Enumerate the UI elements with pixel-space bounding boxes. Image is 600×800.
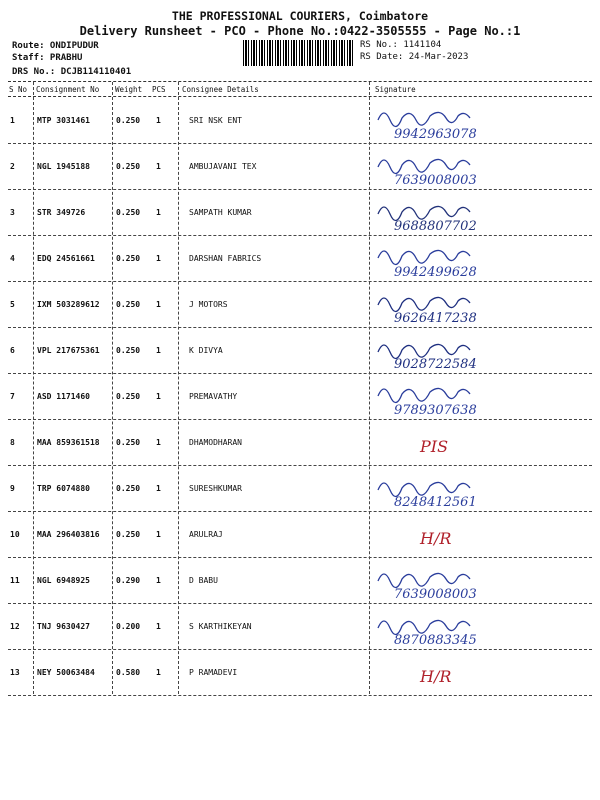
- signature-text: 7639008003: [394, 173, 477, 188]
- signature-text: 9688807702: [394, 219, 477, 234]
- handwritten-signature: [372, 514, 588, 558]
- pieces-cell: 1: [156, 668, 161, 677]
- table-row: [0, 144, 600, 190]
- signature-cell: [372, 238, 588, 282]
- weight-cell: 0.250: [116, 530, 141, 539]
- weight-cell: 0.250: [116, 254, 141, 263]
- serial-number-cell: 2: [10, 162, 15, 171]
- consignment-number-cell: NEY 50063484: [37, 668, 95, 677]
- pieces-cell: 1: [156, 576, 161, 585]
- serial-number-cell: 3: [10, 208, 15, 217]
- pieces-cell: 1: [156, 530, 161, 539]
- table-row: [0, 650, 600, 696]
- table-row: [0, 190, 600, 236]
- col-header-consignee: Consignee Details: [182, 85, 259, 94]
- pieces-cell: 1: [156, 392, 161, 401]
- signature-text: 8248412561: [394, 495, 477, 510]
- consignee-cell: PREMAVATHY: [189, 392, 238, 401]
- consignment-number-cell: IXM 503289612: [37, 300, 100, 309]
- serial-number-cell: 8: [10, 438, 15, 447]
- signature-scribble: [378, 388, 470, 402]
- signature-scribble: [378, 573, 470, 587]
- consignee-cell: D BABU: [189, 576, 218, 585]
- serial-number-cell: 11: [10, 576, 20, 585]
- table-row: [0, 512, 600, 558]
- pieces-cell: 1: [156, 622, 161, 631]
- table-row: [0, 604, 600, 650]
- consignee-cell: SAMPATH KUMAR: [189, 208, 252, 217]
- pieces-cell: 1: [156, 438, 161, 447]
- signature-text: 7639008003: [394, 587, 477, 602]
- signature-text: 9942963078: [394, 127, 477, 142]
- table-row: [0, 374, 600, 420]
- handwritten-signature: [372, 376, 588, 420]
- signature-cell: [372, 422, 588, 466]
- signature-scribble: [378, 297, 470, 311]
- weight-cell: 0.250: [116, 392, 141, 401]
- header-top-line: [8, 81, 592, 82]
- drs-number: DRS No.: DCJB114110401: [12, 67, 132, 77]
- pieces-cell: 1: [156, 116, 161, 125]
- consignee-cell: ARULRAJ: [189, 530, 223, 539]
- signature-cell: [372, 468, 588, 512]
- consignee-cell: K DIVYA: [189, 346, 223, 355]
- pieces-cell: 1: [156, 254, 161, 263]
- signature-cell: [372, 330, 588, 374]
- consignment-number-cell: STR 349726: [37, 208, 86, 217]
- consignee-cell: AMBUJAVANI TEX: [189, 162, 257, 171]
- weight-cell: 0.250: [116, 208, 141, 217]
- weight-cell: 0.250: [116, 162, 141, 171]
- handwritten-signature: [372, 146, 588, 190]
- signature-text: H/R: [420, 667, 452, 686]
- signature-text: H/R: [420, 529, 452, 548]
- table-row: [0, 558, 600, 604]
- signature-scribble: [378, 250, 470, 264]
- signature-text: 9789307638: [394, 403, 477, 418]
- signature-cell: [372, 606, 588, 650]
- signature-text: 8870883345: [394, 633, 477, 648]
- table-row: [0, 282, 600, 328]
- signature-cell: [372, 146, 588, 190]
- pieces-cell: 1: [156, 346, 161, 355]
- consignment-number-cell: MAA 296403816: [37, 530, 100, 539]
- consignee-cell: DARSHAN FABRICS: [189, 254, 262, 263]
- consignment-number-cell: MTP 3031461: [37, 116, 90, 125]
- table-row: [0, 236, 600, 282]
- handwritten-signature: [372, 284, 588, 328]
- header-bottom-line: [8, 96, 592, 97]
- consignment-number-cell: MAA 859361518: [37, 438, 100, 447]
- weight-cell: 0.580: [116, 668, 141, 677]
- signature-cell: [372, 100, 588, 144]
- serial-number-cell: 7: [10, 392, 15, 401]
- table-row: [0, 328, 600, 374]
- col-header-weight: Weight: [115, 85, 143, 94]
- rs-date: RS Date: 24-Mar-2023: [360, 52, 469, 62]
- consignee-cell: S KARTHIKEYAN: [189, 622, 252, 631]
- consignment-number-cell: TNJ 9630427: [37, 622, 90, 631]
- staff-label: Staff: PRABHU: [12, 53, 83, 63]
- weight-cell: 0.250: [116, 484, 141, 493]
- serial-number-cell: 12: [10, 622, 20, 631]
- consignment-number-cell: NGL 1945188: [37, 162, 90, 171]
- col-header-consignment: Consignment No: [36, 85, 100, 94]
- handwritten-signature: [372, 606, 588, 650]
- handwritten-signature: [372, 560, 588, 604]
- signature-text: 9028722584: [394, 357, 477, 372]
- serial-number-cell: 6: [10, 346, 15, 355]
- consignee-cell: P RAMADEVI: [189, 668, 238, 677]
- col-header-signature: Signature: [375, 85, 416, 94]
- table-row: [0, 466, 600, 512]
- signature-text: 9942499628: [394, 265, 477, 280]
- col-header-sno: S No: [9, 85, 28, 94]
- consignment-number-cell: ASD 1171460: [37, 392, 90, 401]
- rs-number: RS No.: 1141104: [360, 40, 442, 50]
- handwritten-signature: [372, 238, 588, 282]
- consignee-cell: SURESHKUMAR: [189, 484, 242, 493]
- weight-cell: 0.250: [116, 438, 141, 447]
- serial-number-cell: 1: [10, 116, 15, 125]
- table-row: [0, 420, 600, 466]
- company-title: THE PROFESSIONAL COURIERS, Coimbatore: [171, 9, 429, 23]
- signature-cell: [372, 284, 588, 328]
- handwritten-signature: [372, 468, 588, 512]
- signature-scribble: [378, 159, 470, 173]
- weight-cell: 0.250: [116, 300, 141, 309]
- handwritten-signature: [372, 192, 588, 236]
- signature-cell: [372, 652, 588, 696]
- signature-cell: [372, 376, 588, 420]
- weight-cell: 0.200: [116, 622, 141, 631]
- weight-cell: 0.250: [116, 116, 141, 125]
- signature-text: PIS: [420, 437, 449, 456]
- table-row: [0, 98, 600, 144]
- barcode: [243, 40, 355, 66]
- pieces-cell: 1: [156, 300, 161, 309]
- serial-number-cell: 5: [10, 300, 15, 309]
- pieces-cell: 1: [156, 484, 161, 493]
- signature-cell: [372, 514, 588, 558]
- serial-number-cell: 13: [10, 668, 20, 677]
- col-header-pcs: PCS: [152, 85, 166, 94]
- weight-cell: 0.250: [116, 346, 141, 355]
- weight-cell: 0.290: [116, 576, 141, 585]
- consignment-number-cell: EDQ 24561661: [37, 254, 95, 263]
- consignee-cell: J MOTORS: [189, 300, 228, 309]
- handwritten-signature: [372, 422, 588, 466]
- signature-scribble: [378, 112, 470, 126]
- signature-cell: [372, 560, 588, 604]
- pieces-cell: 1: [156, 162, 161, 171]
- handwritten-signature: [372, 100, 588, 144]
- consignment-number-cell: VPL 217675361: [37, 346, 100, 355]
- signature-cell: [372, 192, 588, 236]
- runsheet-subtitle: Delivery Runsheet - PCO - Phone No.:0422-3505555 - Page No.:1: [79, 24, 521, 38]
- signature-text: 9626417238: [394, 311, 477, 326]
- consignment-number-cell: NGL 6948925: [37, 576, 90, 585]
- handwritten-signature: [372, 330, 588, 374]
- consignee-cell: SRI NSK ENT: [189, 116, 242, 125]
- serial-number-cell: 9: [10, 484, 15, 493]
- handwritten-signature: [372, 652, 588, 696]
- serial-number-cell: 4: [10, 254, 15, 263]
- consignee-cell: DHAMODHARAN: [189, 438, 242, 447]
- pieces-cell: 1: [156, 208, 161, 217]
- route-label: Route: ONDIPUDUR: [12, 41, 99, 51]
- consignment-number-cell: TRP 6074880: [37, 484, 90, 493]
- serial-number-cell: 10: [10, 530, 20, 539]
